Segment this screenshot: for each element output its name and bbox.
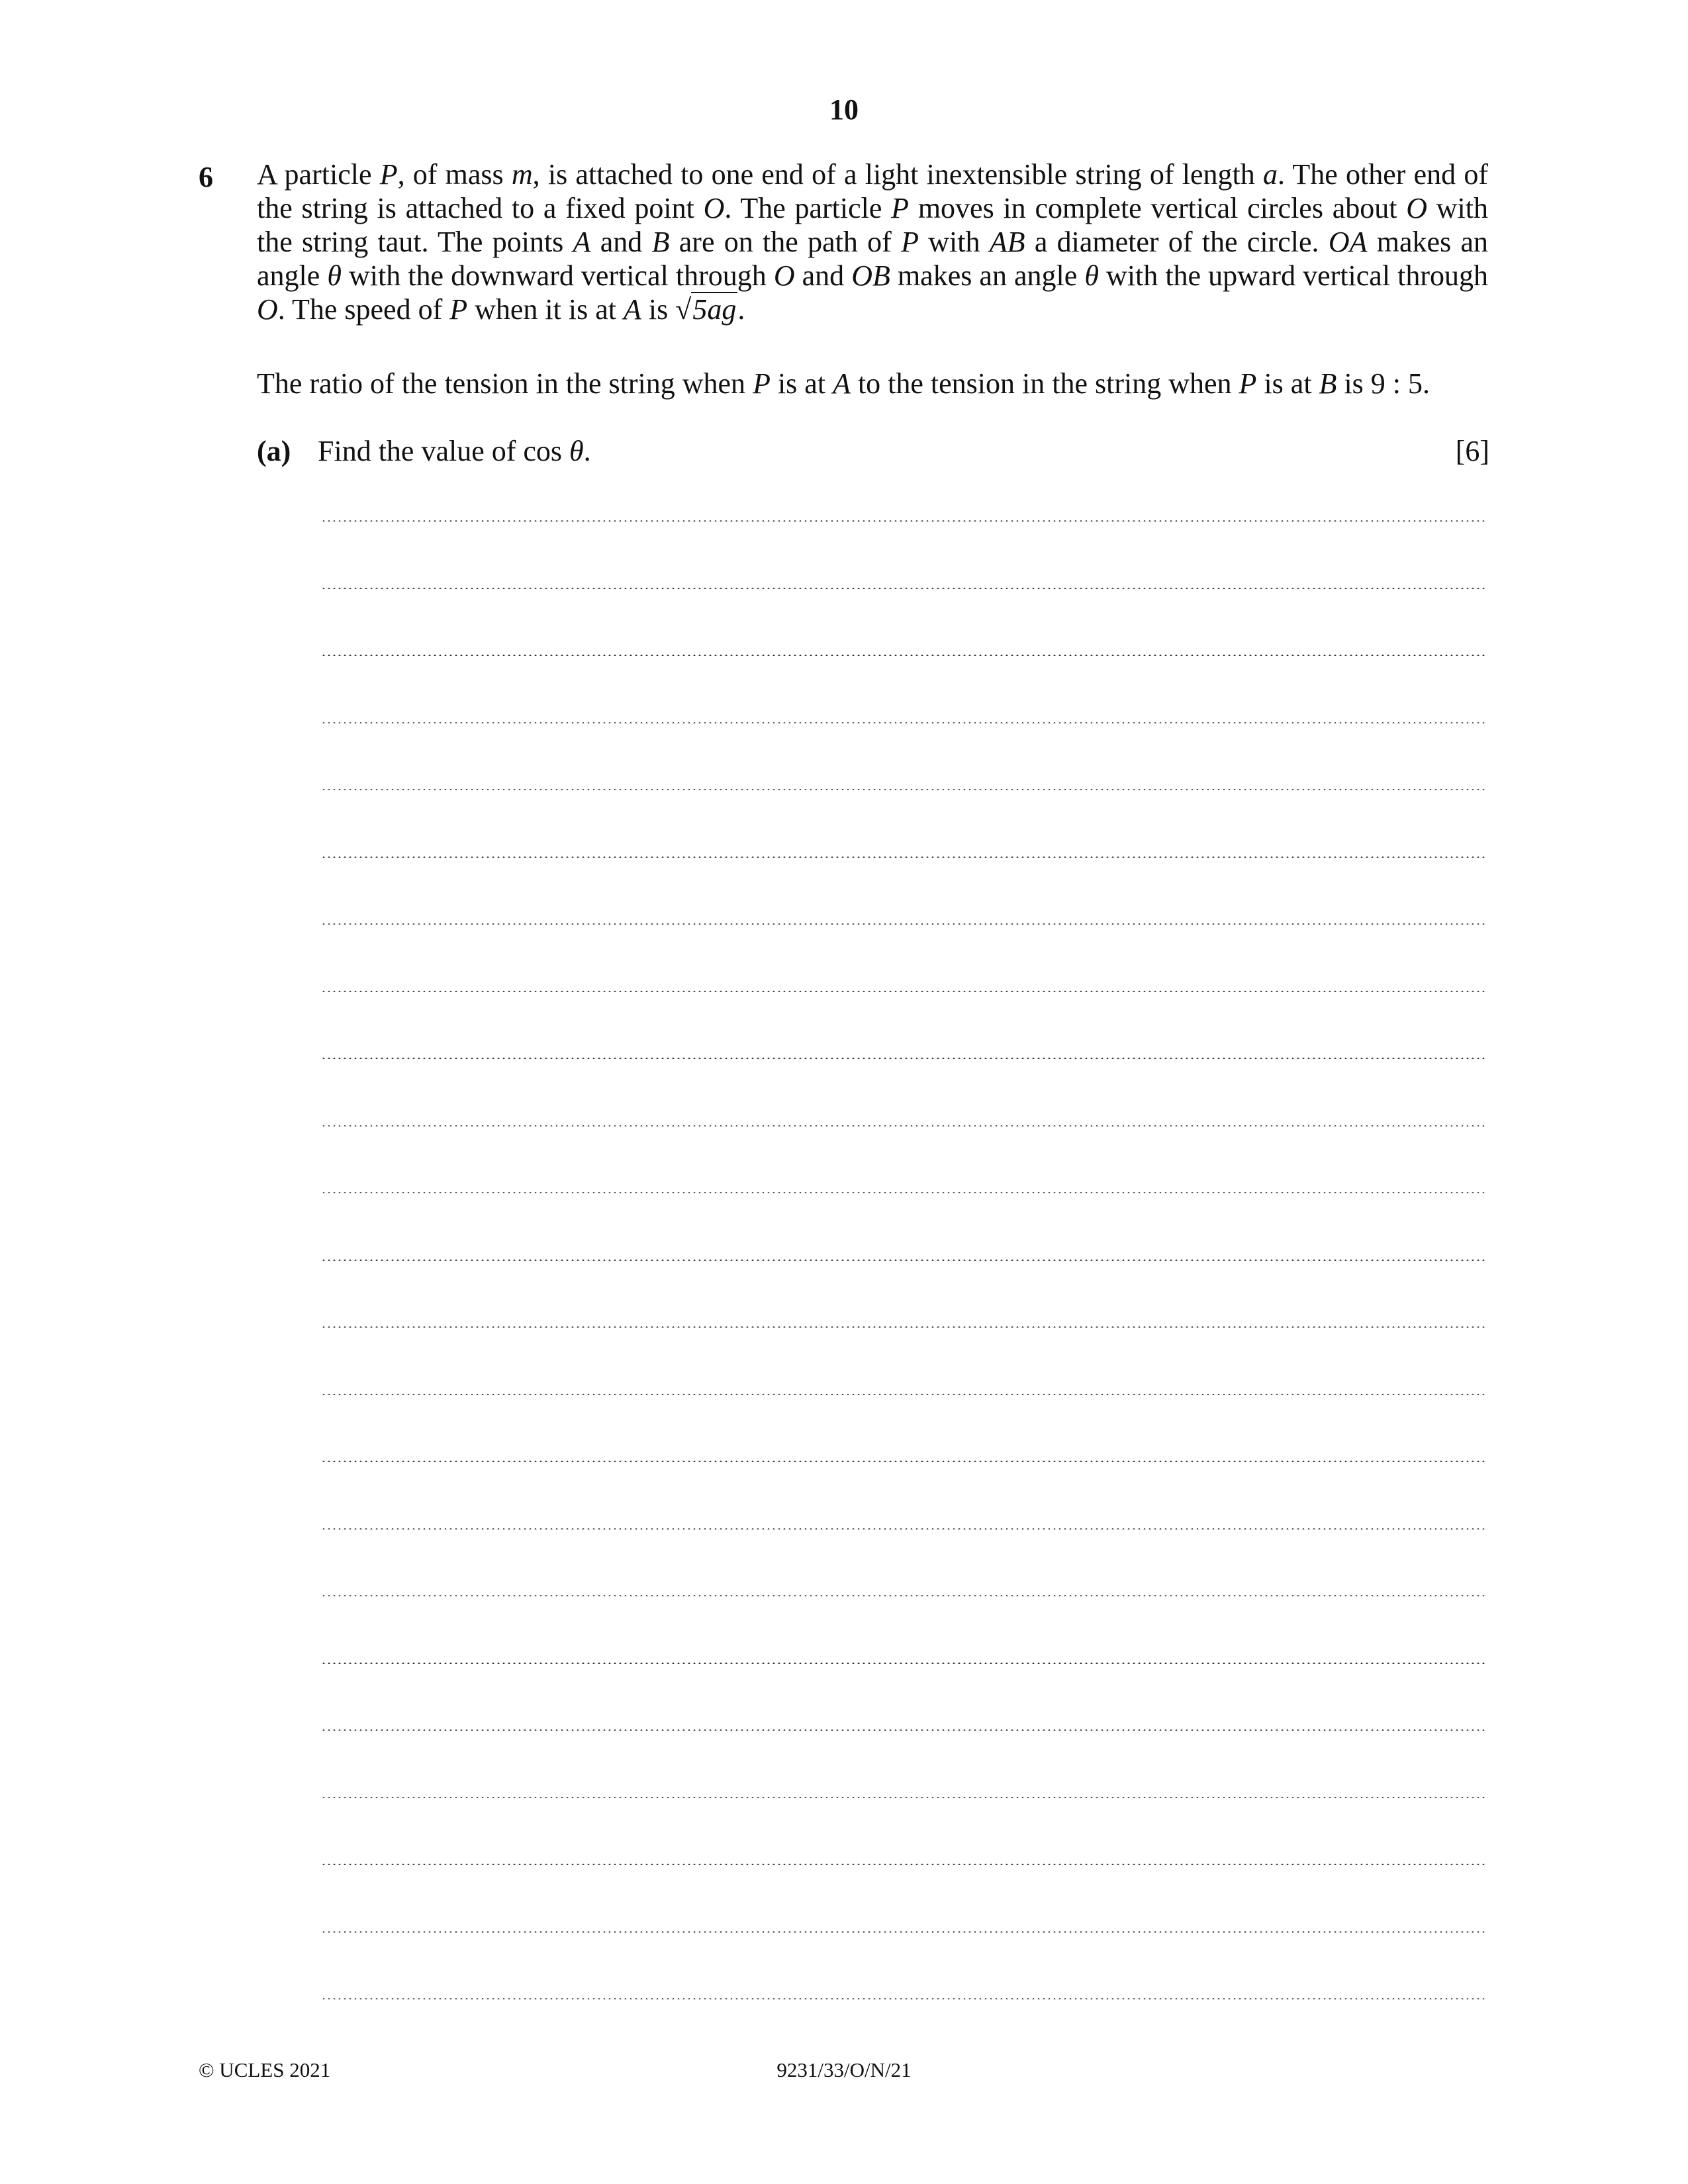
text-run: are on the path of [669,226,902,258]
math-symbol: A [833,367,851,400]
answer-line[interactable] [321,1192,1487,1193]
text-run: with the string taut. The points [257,192,1488,258]
answer-line[interactable] [321,1394,1487,1395]
question-number: 6 [199,161,213,193]
answer-line[interactable] [321,1797,1487,1798]
math-symbol: m [511,158,533,191]
answer-line[interactable] [321,1729,1487,1731]
part-a [257,434,1489,468]
part-a-text-end: . [583,435,591,467]
math-symbol: B [651,226,670,258]
ratio-statement [257,367,1488,400]
answer-line[interactable] [321,1461,1487,1462]
answer-line[interactable] [321,789,1487,790]
ratio-body [257,367,1430,400]
part-a-marks: [6] [1455,435,1489,467]
answer-line[interactable] [321,520,1487,522]
answer-line[interactable] [321,588,1487,589]
answer-line[interactable] [321,655,1487,656]
math-symbol: O [703,192,725,224]
math-symbol: P [901,226,919,258]
text-run: . The particle [724,192,892,224]
part-a-label: (a) [257,435,291,467]
text-run: a diameter of the circle. [1025,226,1329,258]
answer-line[interactable] [321,1931,1487,1933]
math-symbol: O [773,259,795,292]
text-run: , is attached to one end of a light inextensible string of length [532,158,1263,191]
answer-line[interactable] [321,1864,1487,1865]
text-run: makes an angle [890,259,1085,292]
text-run: is 9 : 5. [1336,367,1430,400]
text-run: with the upward vertical through [1098,259,1488,292]
sqrt-radicand: 5ag [692,293,737,326]
math-symbol: P [379,158,398,191]
text-run: moves in complete vertical circles about [909,192,1407,224]
math-symbol: A [573,226,591,258]
text-run: to the tension in the string when [850,367,1239,400]
answer-line[interactable] [321,923,1487,925]
sqrt-expression [675,293,737,326]
math-symbol: A [623,293,641,326]
answer-line[interactable] [321,856,1487,858]
text-run: makes an angle [257,226,1489,292]
answer-line[interactable] [321,1595,1487,1596]
text-run: is at [770,367,833,400]
answer-line[interactable] [321,1259,1487,1261]
text-run: when it is at [467,293,624,326]
answer-line[interactable] [321,1998,1487,1999]
part-a-symbol: θ [569,435,584,467]
sqrt-icon: √ [675,293,692,326]
answer-line[interactable] [321,1326,1487,1328]
text-run: is [641,293,676,326]
text-run: . The speed of [277,293,450,326]
answer-line[interactable] [321,1662,1487,1664]
text-run: with [918,226,990,258]
text-run: A particle [257,158,380,191]
answer-line[interactable] [321,991,1487,992]
math-symbol: OA [1328,226,1368,258]
answer-line[interactable] [321,722,1487,723]
answer-line[interactable] [321,1125,1487,1126]
math-symbol: P [1239,367,1257,400]
math-symbol: AB [989,226,1025,258]
math-symbol: P [449,293,468,326]
math-symbol: θ [1084,259,1099,292]
math-symbol: OB [851,259,890,292]
answer-line[interactable] [321,1528,1487,1529]
text-run: and [794,259,852,292]
text-run: , of mass [397,158,512,191]
footer-paper-code: 9231/33/O/N/21 [776,2058,912,2081]
question-body [257,158,1488,326]
math-symbol: P [753,367,771,400]
math-symbol: a [1262,158,1278,191]
answer-line[interactable] [321,1058,1487,1059]
footer-copyright: © UCLES 2021 [199,2058,331,2081]
math-symbol: θ [327,259,342,292]
text-run: and [590,226,652,258]
text-run: with the downward vertical through [341,259,774,292]
answer-area[interactable] [321,496,1487,2042]
math-symbol: O [1406,192,1428,224]
math-symbol: B [1319,367,1337,400]
text-run: is at [1256,367,1319,400]
text-run: . The other end of the string is attached to a fixed point [257,158,1488,224]
text-run: The ratio of the tension in the string when [257,367,753,400]
part-a-text: Find the value of cos [318,435,570,467]
math-symbol: O [257,293,278,326]
question-text [257,158,1488,326]
math-symbol: P [891,192,910,224]
question-end-punct: . [737,293,745,326]
page-number: 10 [829,93,859,126]
